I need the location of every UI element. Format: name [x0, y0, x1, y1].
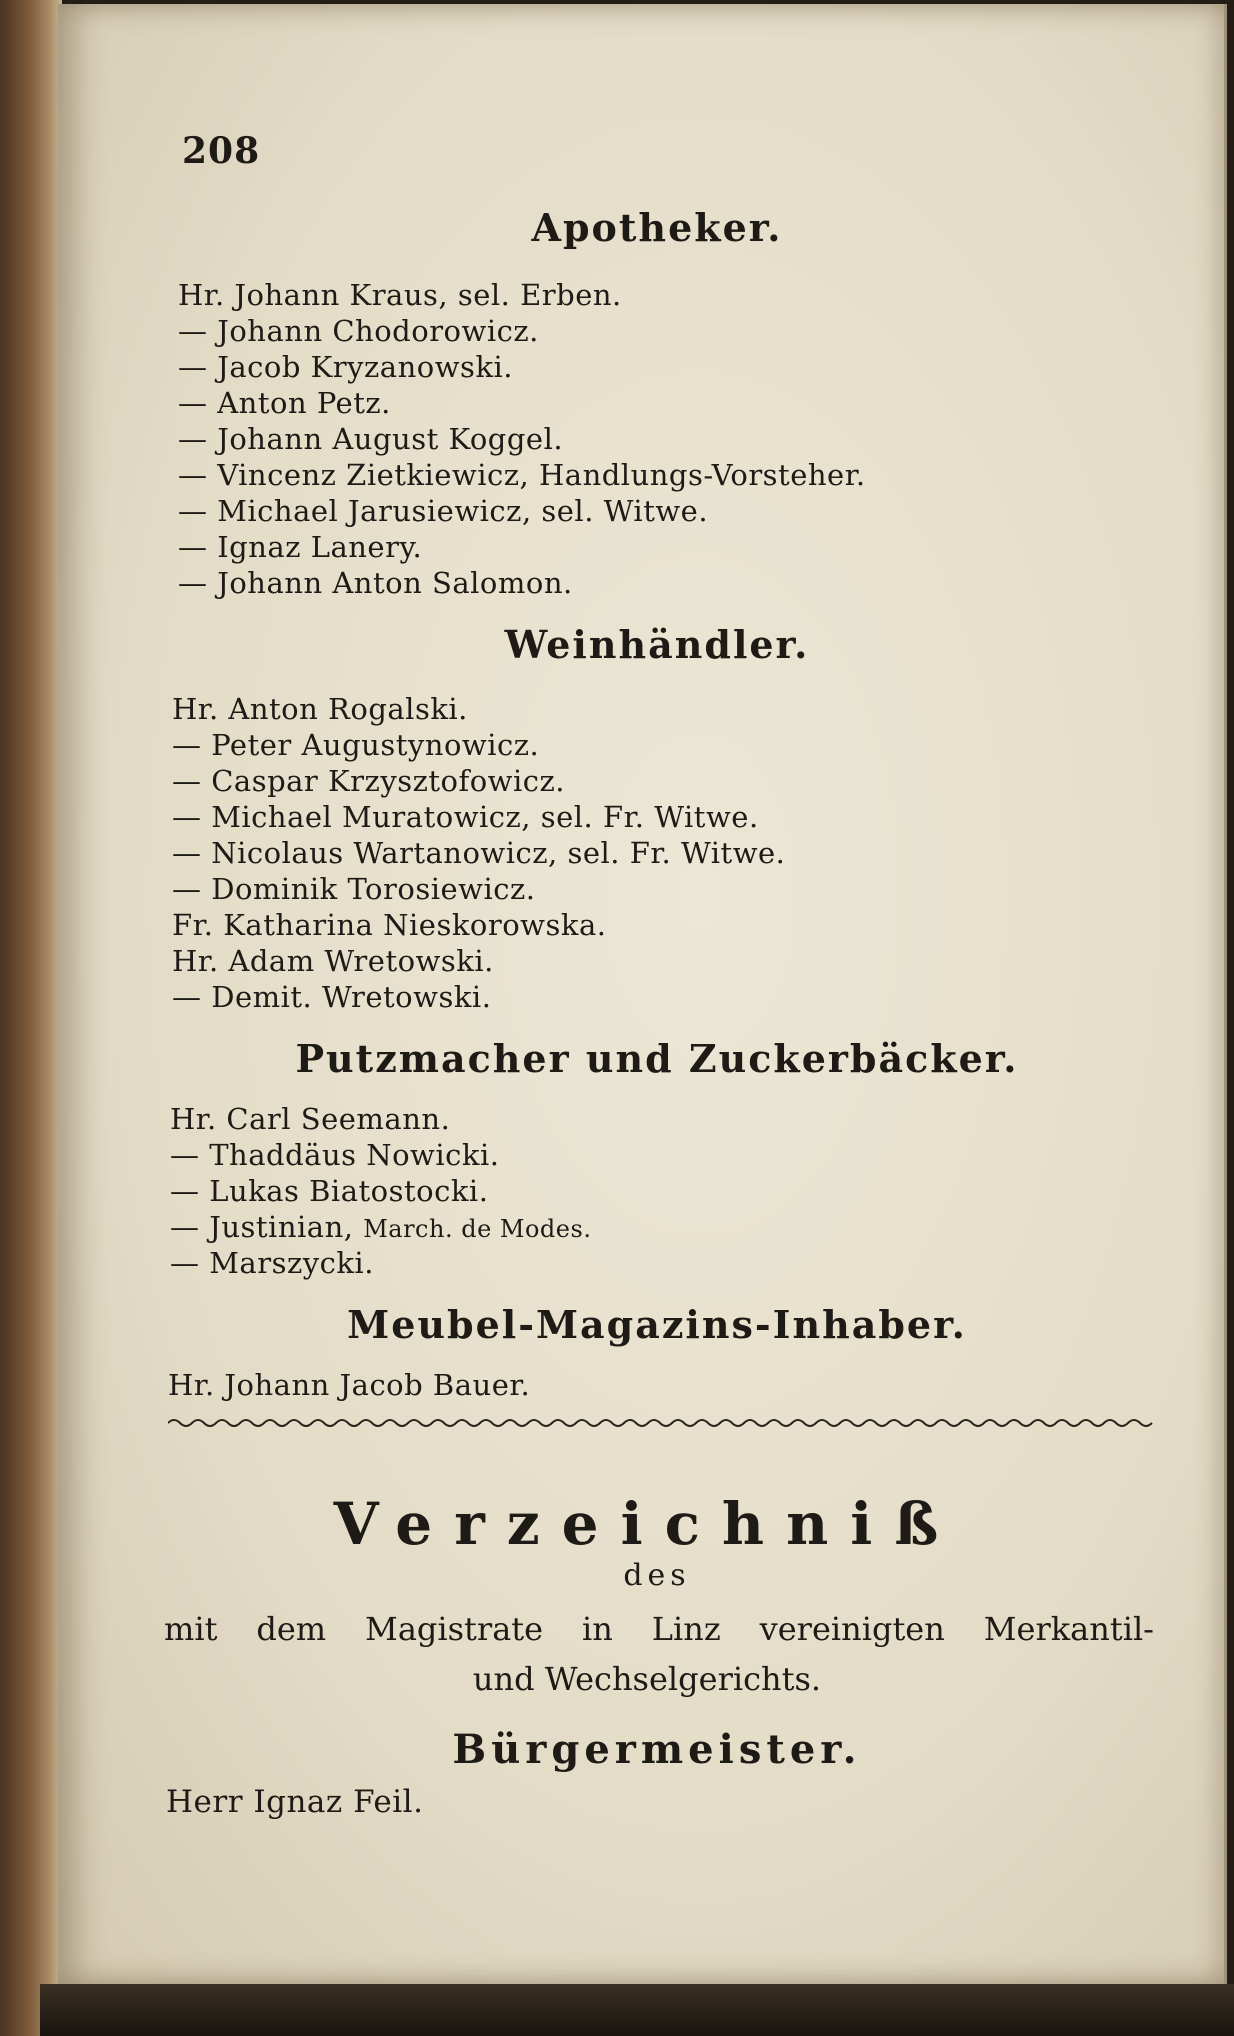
list-item: — Ignaz Lanery.	[178, 530, 423, 564]
list-item: — Anton Petz.	[178, 386, 391, 420]
entry-note: March. de Modes.	[363, 1215, 592, 1243]
list-item: — Johann Anton Salomon.	[178, 566, 573, 600]
list-item	[170, 1210, 591, 1244]
register-word: Merkantil-	[983, 1610, 1154, 1648]
list-item: — Dominik Torosiewicz.	[172, 872, 536, 906]
register-line-des: des	[623, 1558, 691, 1593]
list-item: Hr. Carl Seemann.	[170, 1102, 451, 1136]
list-item: Hr. Anton Rogalski.	[172, 692, 468, 726]
section-heading-putzmacher: Putzmacher und Zuckerbäcker.	[295, 1036, 1019, 1081]
list-item: — Demit. Wretowski.	[172, 980, 492, 1014]
list-item: Hr. Johann Kraus, sel. Erben.	[178, 278, 622, 312]
list-item: — Lukas Biatostocki.	[170, 1174, 489, 1208]
list-item: Fr. Katharina Nieskorowska.	[172, 908, 607, 942]
register-word: mit	[164, 1610, 218, 1648]
register-word: Linz	[651, 1610, 721, 1648]
register-word: dem	[256, 1610, 327, 1648]
list-item: — Peter Augustynowicz.	[172, 728, 540, 762]
list-item: — Michael Jarusiewicz, sel. Witwe.	[178, 494, 709, 528]
section-heading-weinhaendler: Weinhändler.	[504, 622, 810, 667]
list-item: Hr. Adam Wretowski.	[172, 944, 494, 978]
section-heading-apotheker: Apotheker.	[531, 205, 783, 250]
register-word: in	[581, 1610, 613, 1648]
list-item: — Jacob Kryzanowski.	[178, 350, 514, 384]
list-item: — Johann Chodorowicz.	[178, 314, 539, 348]
book-bottom-edge	[40, 1984, 1234, 2036]
list-item: — Michael Muratowicz, sel. Fr. Witwe.	[172, 800, 759, 834]
list-item: — Johann August Koggel.	[178, 422, 564, 456]
register-title: Verzeichniß	[333, 1490, 961, 1558]
list-item: — Thaddäus Nowicki.	[170, 1138, 500, 1172]
entry-name: — Justinian,	[170, 1210, 354, 1244]
section-heading-buergermeister: Bürgermeister.	[452, 1726, 862, 1773]
register-word: Magistrate	[365, 1610, 544, 1648]
list-item: Hr. Johann Jacob Bauer.	[168, 1368, 531, 1402]
register-word: vereinigten	[759, 1610, 945, 1648]
register-line-wechselgericht: und Wechselgerichts.	[472, 1660, 822, 1698]
section-heading-meubel: Meubel-Magazins-Inhaber.	[347, 1302, 967, 1347]
list-item: — Marszycki.	[170, 1246, 374, 1280]
list-item: — Caspar Krzysztofowicz.	[172, 764, 566, 798]
list-item: Herr Ignaz Feil.	[166, 1784, 424, 1820]
wavy-divider	[168, 1417, 1154, 1429]
register-line-magistrate	[164, 1610, 1154, 1648]
list-item: — Vincenz Zietkiewicz, Handlungs-Vorsteher.	[178, 458, 866, 492]
page-number: 208	[182, 130, 261, 172]
list-item: — Nicolaus Wartanowicz, sel. Fr. Witwe.	[172, 836, 786, 870]
